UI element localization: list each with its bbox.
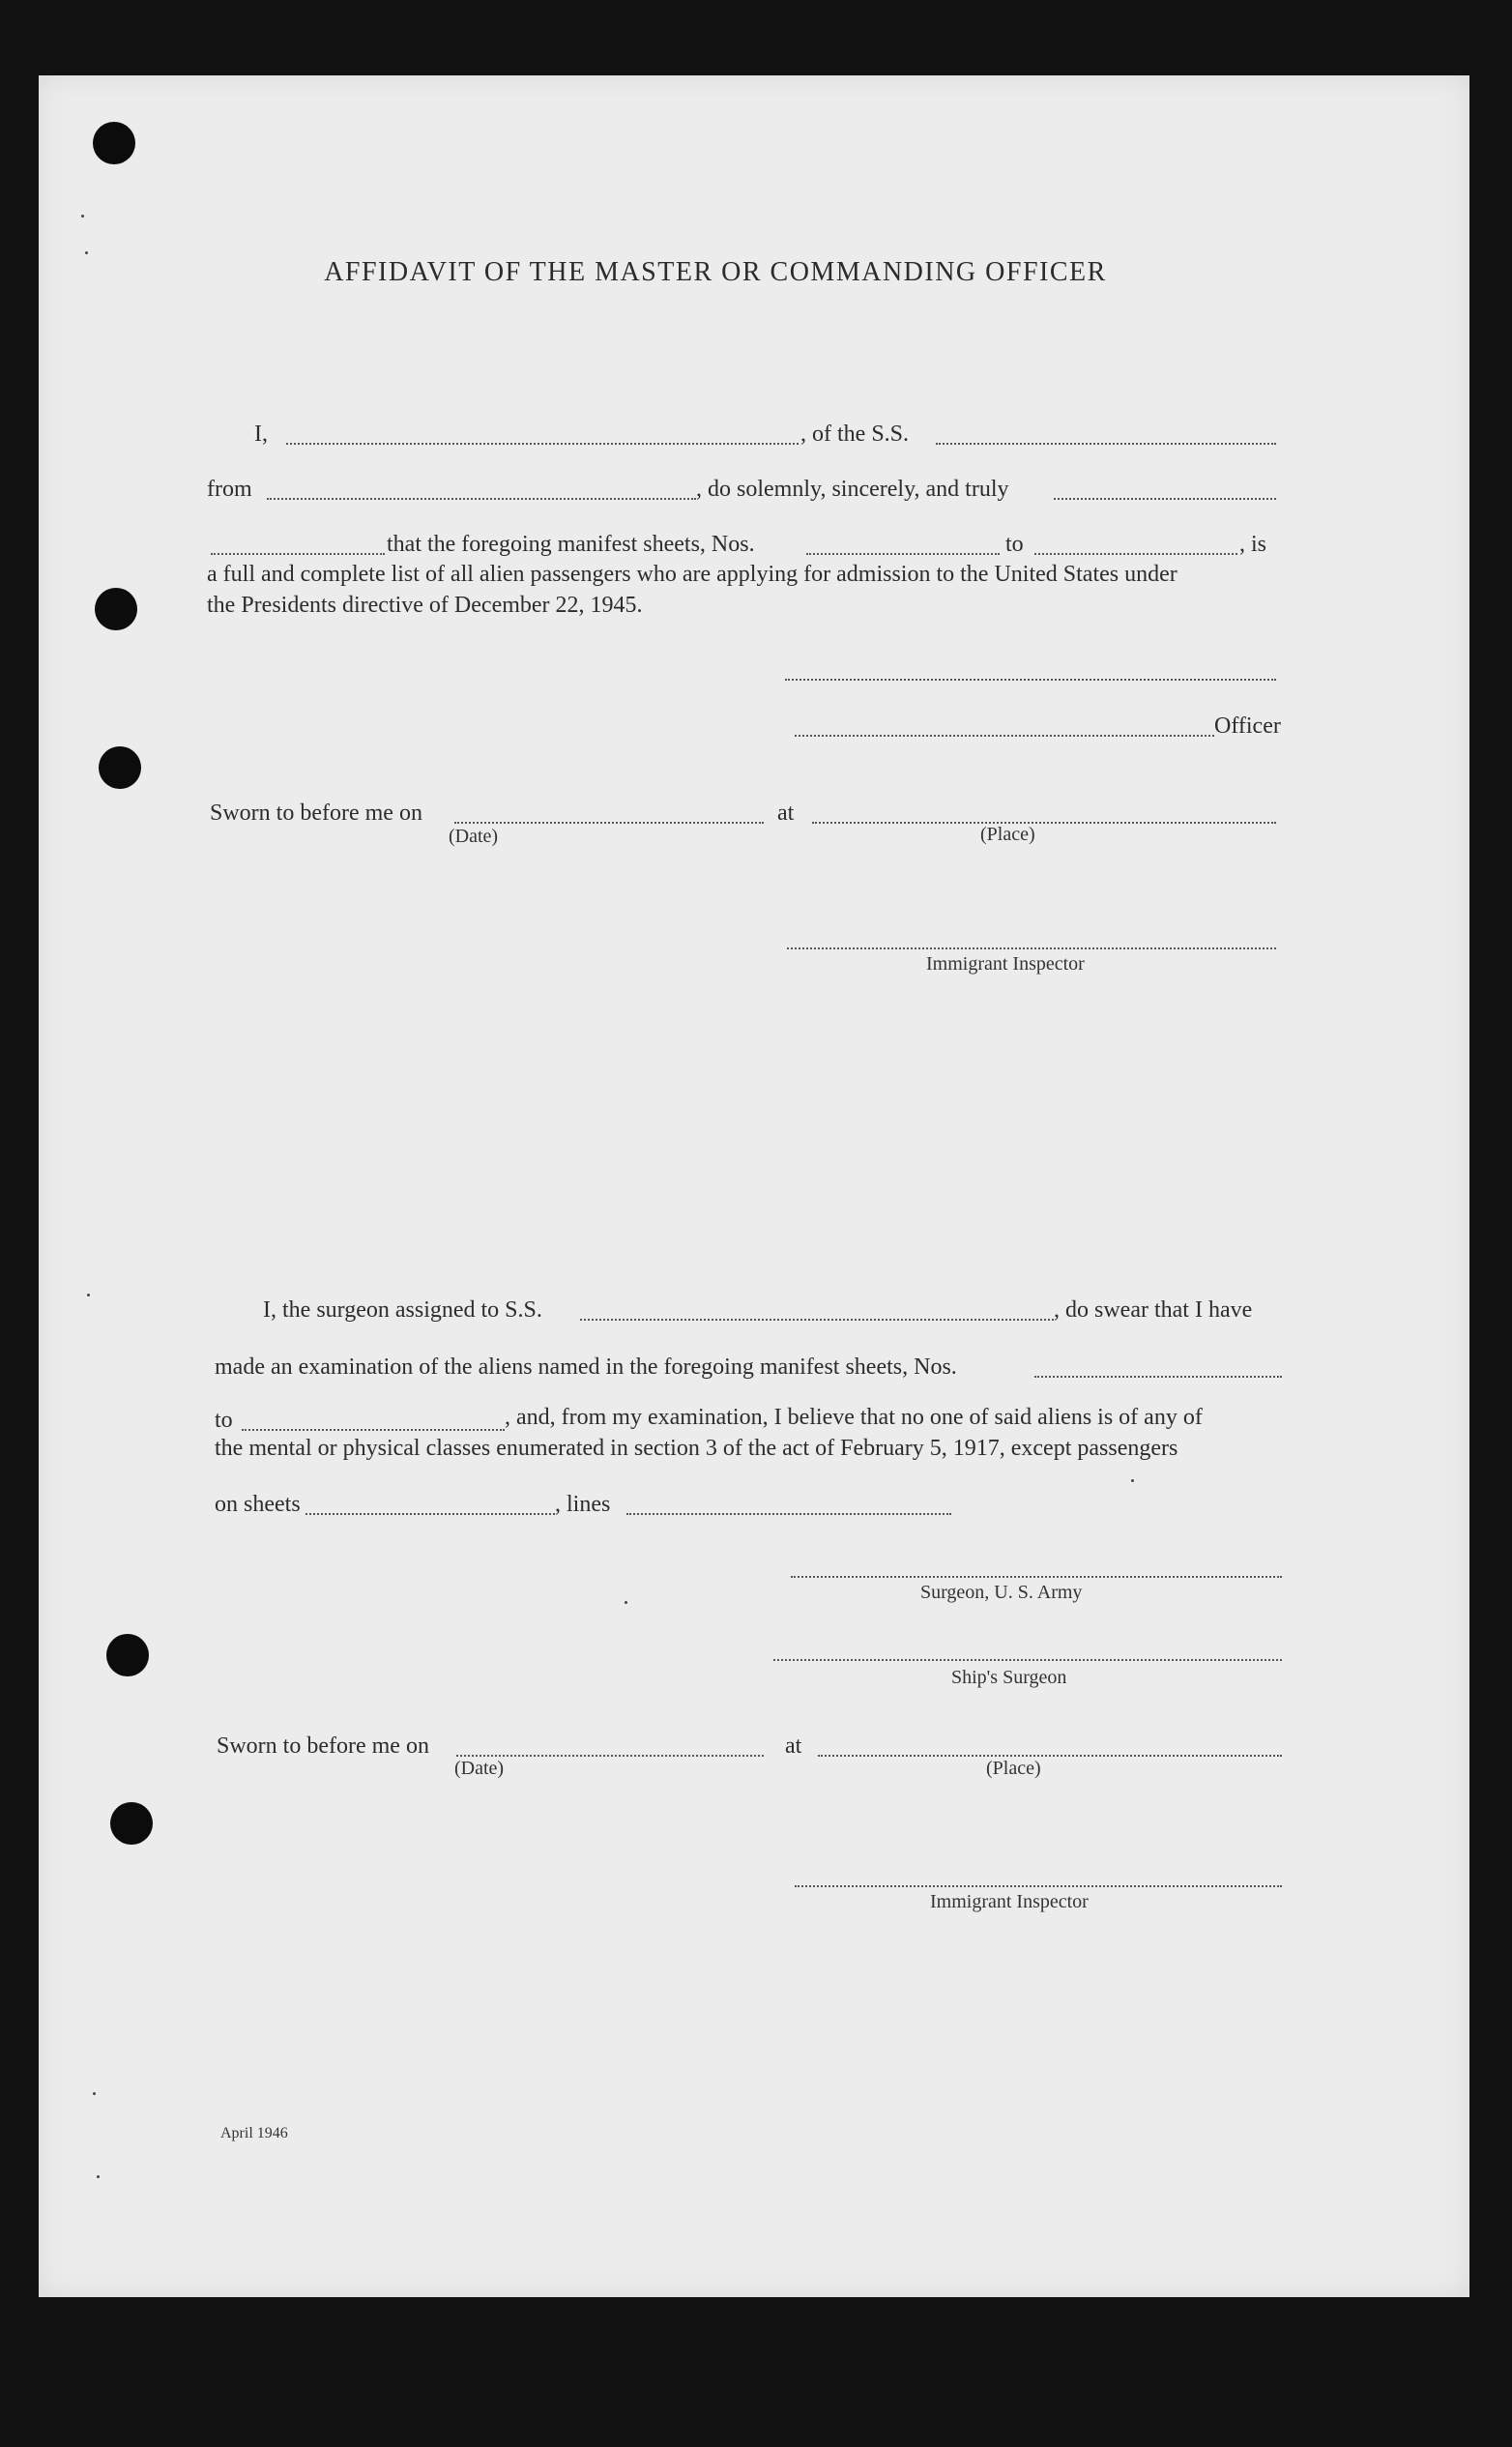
surgeon-intro-label: I, the surgeon assigned to S.S. (263, 1297, 542, 1323)
surgeon-lines-label: , lines (555, 1492, 611, 1517)
surgeon-sworn-label: Sworn to before me on (217, 1733, 429, 1759)
master-oath-continued-field[interactable] (211, 553, 385, 555)
punch-hole (95, 588, 137, 630)
master-is-label: , is (1239, 532, 1267, 557)
master-nos-to-field[interactable] (1034, 553, 1237, 555)
master-date-caption: (Date) (449, 826, 499, 847)
form-page (39, 75, 1469, 2297)
army-surgeon-label: Surgeon, U. S. Army (920, 1582, 1083, 1603)
form-date-footer: April 1946 (220, 2125, 288, 2141)
master-at-label: at (777, 801, 795, 826)
surgeon-place-caption: (Place) (986, 1758, 1041, 1779)
master-sworn-date-field[interactable] (454, 822, 764, 824)
master-inspector-signature-field[interactable] (787, 947, 1276, 949)
master-from-field[interactable] (267, 498, 696, 500)
surgeon-exam-label: made an examination of the aliens named in the foregoing manifest sheets, Nos. (215, 1355, 957, 1380)
army-surgeon-signature-field[interactable] (791, 1576, 1282, 1578)
surgeon-sworn-date-field[interactable] (456, 1755, 764, 1757)
paper-speck (625, 1601, 627, 1604)
master-to-label: to (1005, 532, 1024, 557)
paper-speck (93, 2092, 96, 2095)
master-manifest-label: that the foregoing manifest sheets, Nos. (387, 532, 755, 557)
master-sworn-place-field[interactable] (812, 822, 1276, 824)
surgeon-date-caption: (Date) (454, 1758, 505, 1779)
surgeon-sworn-place-field[interactable] (818, 1755, 1282, 1757)
officer-signature-field[interactable] (795, 735, 1214, 737)
punch-hole (106, 1634, 149, 1676)
form-title: AFFIDAVIT OF THE MASTER OR COMMANDING OFFICER (324, 257, 1107, 287)
master-statement-line: a full and complete list of all alien passengers who are applying for admission to the United States under (207, 562, 1178, 587)
master-oath-field[interactable] (1054, 498, 1276, 500)
surgeon-at-label: at (785, 1733, 802, 1759)
surgeon-statement-line: , and, from my examination, I believe that no one of said aliens is of any of (505, 1405, 1203, 1430)
master-nos-from-field[interactable] (806, 553, 1000, 555)
officer-label: Officer (1214, 714, 1281, 739)
surgeon-inspector-signature-field[interactable] (795, 1885, 1282, 1887)
punch-hole (110, 1802, 153, 1845)
master-i-label: I, (254, 422, 268, 447)
master-signature-field[interactable] (785, 679, 1276, 681)
surgeon-inspector-label: Immigrant Inspector (930, 1891, 1089, 1912)
ships-surgeon-signature-field[interactable] (773, 1659, 1282, 1661)
master-sworn-label: Sworn to before me on (210, 801, 422, 826)
surgeon-sheets-label: on sheets (215, 1492, 301, 1517)
master-statement-line: the Presidents directive of December 22, 1945. (207, 593, 643, 618)
surgeon-nos-from-field[interactable] (1034, 1376, 1282, 1378)
surgeon-lines-field[interactable] (626, 1513, 951, 1515)
master-from-label: from (207, 477, 252, 502)
master-name-field[interactable] (286, 443, 799, 445)
surgeon-statement-line: the mental or physical classes enumerated in section 3 of the act of February 5, 1917, except passengers (215, 1436, 1178, 1461)
surgeon-swear-label: , do swear that I have (1054, 1297, 1253, 1323)
punch-hole (99, 746, 141, 789)
surgeon-ship-name-field[interactable] (580, 1319, 1054, 1321)
master-of-ss-label: , of the S.S. (800, 422, 910, 447)
surgeon-nos-to-field[interactable] (242, 1429, 505, 1431)
master-place-caption: (Place) (980, 824, 1035, 845)
master-swear-label: , do solemnly, sincerely, and truly (696, 477, 1009, 502)
punch-hole (93, 122, 135, 164)
paper-speck (87, 1294, 90, 1296)
master-inspector-label: Immigrant Inspector (926, 953, 1085, 975)
surgeon-sheets-field[interactable] (305, 1513, 555, 1515)
paper-speck (1131, 1479, 1134, 1482)
paper-speck (85, 251, 88, 254)
master-ship-name-field[interactable] (936, 443, 1276, 445)
paper-speck (97, 2175, 100, 2178)
ships-surgeon-label: Ship's Surgeon (951, 1667, 1067, 1688)
surgeon-to-label: to (215, 1408, 233, 1433)
paper-speck (81, 215, 84, 218)
